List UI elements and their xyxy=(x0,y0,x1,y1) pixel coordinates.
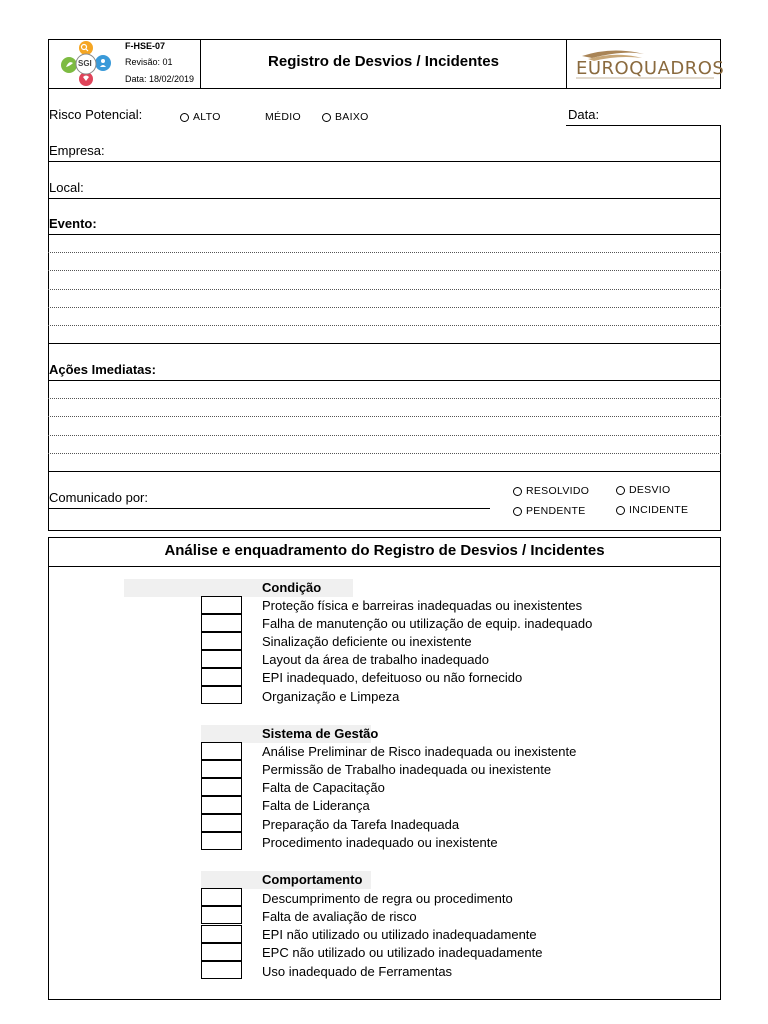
checkbox-comport-3[interactable] xyxy=(201,925,242,943)
item-gestao-2: Permissão de Trabalho inadequada ou inexistente xyxy=(262,762,552,777)
checkbox-condicao-5[interactable] xyxy=(201,668,242,686)
event-label: Evento: xyxy=(49,216,97,231)
checkbox-gestao-6[interactable] xyxy=(201,832,242,850)
radio-desvio-icon[interactable] xyxy=(616,486,625,495)
euroquadros-logo xyxy=(572,44,725,84)
section-heading-condicao: Condição xyxy=(262,580,322,595)
item-condicao-5: EPI inadequado, defeituoso ou não fornecido xyxy=(262,670,523,685)
checkbox-comport-1[interactable] xyxy=(201,888,242,906)
checkbox-condicao-3[interactable] xyxy=(201,632,242,650)
item-gestao-1: Análise Preliminar de Risco inadequada ou inexistente xyxy=(262,744,577,759)
item-comport-3: EPI não utilizado ou utilizado inadequadamente xyxy=(262,927,537,942)
item-gestao-3: Falta de Capacitação xyxy=(262,780,385,795)
sgi-logo xyxy=(56,41,116,87)
checkbox-comport-5[interactable] xyxy=(201,961,242,979)
form-code: F-HSE-07 xyxy=(125,41,166,51)
checkbox-gestao-3[interactable] xyxy=(201,778,242,796)
checkbox-condicao-1[interactable] xyxy=(201,596,242,614)
brand-name: EUROQUADROS xyxy=(576,58,725,79)
item-condicao-2: Falha de manutenção ou utilização de equip. inadequado xyxy=(262,616,593,631)
location-label: Local: xyxy=(49,180,84,195)
reported-label: Comunicado por: xyxy=(49,490,148,505)
analysis-title: Análise e enquadramento do Registro de Desvios / Incidentes xyxy=(164,542,605,559)
radio-incidente-icon[interactable] xyxy=(616,506,625,515)
item-comport-2: Falta de avaliação de risco xyxy=(262,909,417,924)
actions-label: Ações Imediatas: xyxy=(49,362,156,377)
item-comport-5: Uso inadequado de Ferramentas xyxy=(262,964,453,979)
checkbox-comport-2[interactable] xyxy=(201,906,242,924)
checkbox-condicao-4[interactable] xyxy=(201,650,242,668)
checkbox-gestao-4[interactable] xyxy=(201,796,242,814)
risk-label: Risco Potencial: xyxy=(49,107,143,122)
radio-baixo-icon[interactable] xyxy=(322,113,331,122)
radio-resolvido-icon[interactable] xyxy=(513,487,522,496)
checkbox-condicao-6[interactable] xyxy=(201,686,242,704)
item-condicao-3: Sinalização deficiente ou inexistente xyxy=(262,634,472,649)
item-condicao-4: Layout da área de trabalho inadequado xyxy=(262,652,489,667)
location-field[interactable] xyxy=(100,175,720,197)
status-resolvido[interactable]: RESOLVIDO xyxy=(513,485,589,497)
risk-option-alto[interactable]: ALTO xyxy=(180,111,221,123)
item-condicao-6: Organização e Limpeza xyxy=(262,689,400,704)
reported-field[interactable] xyxy=(48,508,490,509)
item-gestao-4: Falta de Liderança xyxy=(262,798,370,813)
form-revision: Revisão: 01 xyxy=(125,57,173,67)
status-incidente[interactable]: INCIDENTE xyxy=(616,504,688,516)
status-desvio[interactable]: DESVIO xyxy=(616,484,670,496)
company-label: Empresa: xyxy=(49,143,105,158)
item-gestao-5: Preparação da Tarefa Inadequada xyxy=(262,817,460,832)
section-heading-sistema-gestao: Sistema de Gestão xyxy=(262,726,379,741)
item-comport-1: Descumprimento de regra ou procedimento xyxy=(262,891,513,906)
section-heading-comportamento: Comportamento xyxy=(262,872,363,887)
checkbox-gestao-5[interactable] xyxy=(201,814,242,832)
date-label: Data: xyxy=(568,107,600,122)
risk-option-medio[interactable]: MÉDIO xyxy=(265,111,301,123)
date-field[interactable] xyxy=(566,125,721,126)
risk-option-baixo[interactable]: BAIXO xyxy=(322,111,369,123)
item-comport-4: EPC não utilizado ou utilizado inadequadamente xyxy=(262,945,543,960)
company-field[interactable] xyxy=(120,138,720,160)
checkbox-condicao-2[interactable] xyxy=(201,614,242,632)
radio-alto-icon[interactable] xyxy=(180,113,189,122)
status-pendente[interactable]: PENDENTE xyxy=(513,505,586,517)
checkbox-gestao-2[interactable] xyxy=(201,760,242,778)
actions-field[interactable] xyxy=(49,382,720,469)
page-title: Registro de Desvios / Incidentes xyxy=(268,53,499,70)
item-gestao-6: Procedimento inadequado ou inexistente xyxy=(262,835,498,850)
sgi-logo-text: SGI xyxy=(78,59,92,68)
radio-pendente-icon[interactable] xyxy=(513,507,522,516)
checkbox-comport-4[interactable] xyxy=(201,943,242,961)
checkbox-gestao-1[interactable] xyxy=(201,742,242,760)
form-date: Data: 18/02/2019 xyxy=(125,74,195,84)
item-condicao-1: Proteção física e barreiras inadequadas ou inexistentes xyxy=(262,598,583,613)
